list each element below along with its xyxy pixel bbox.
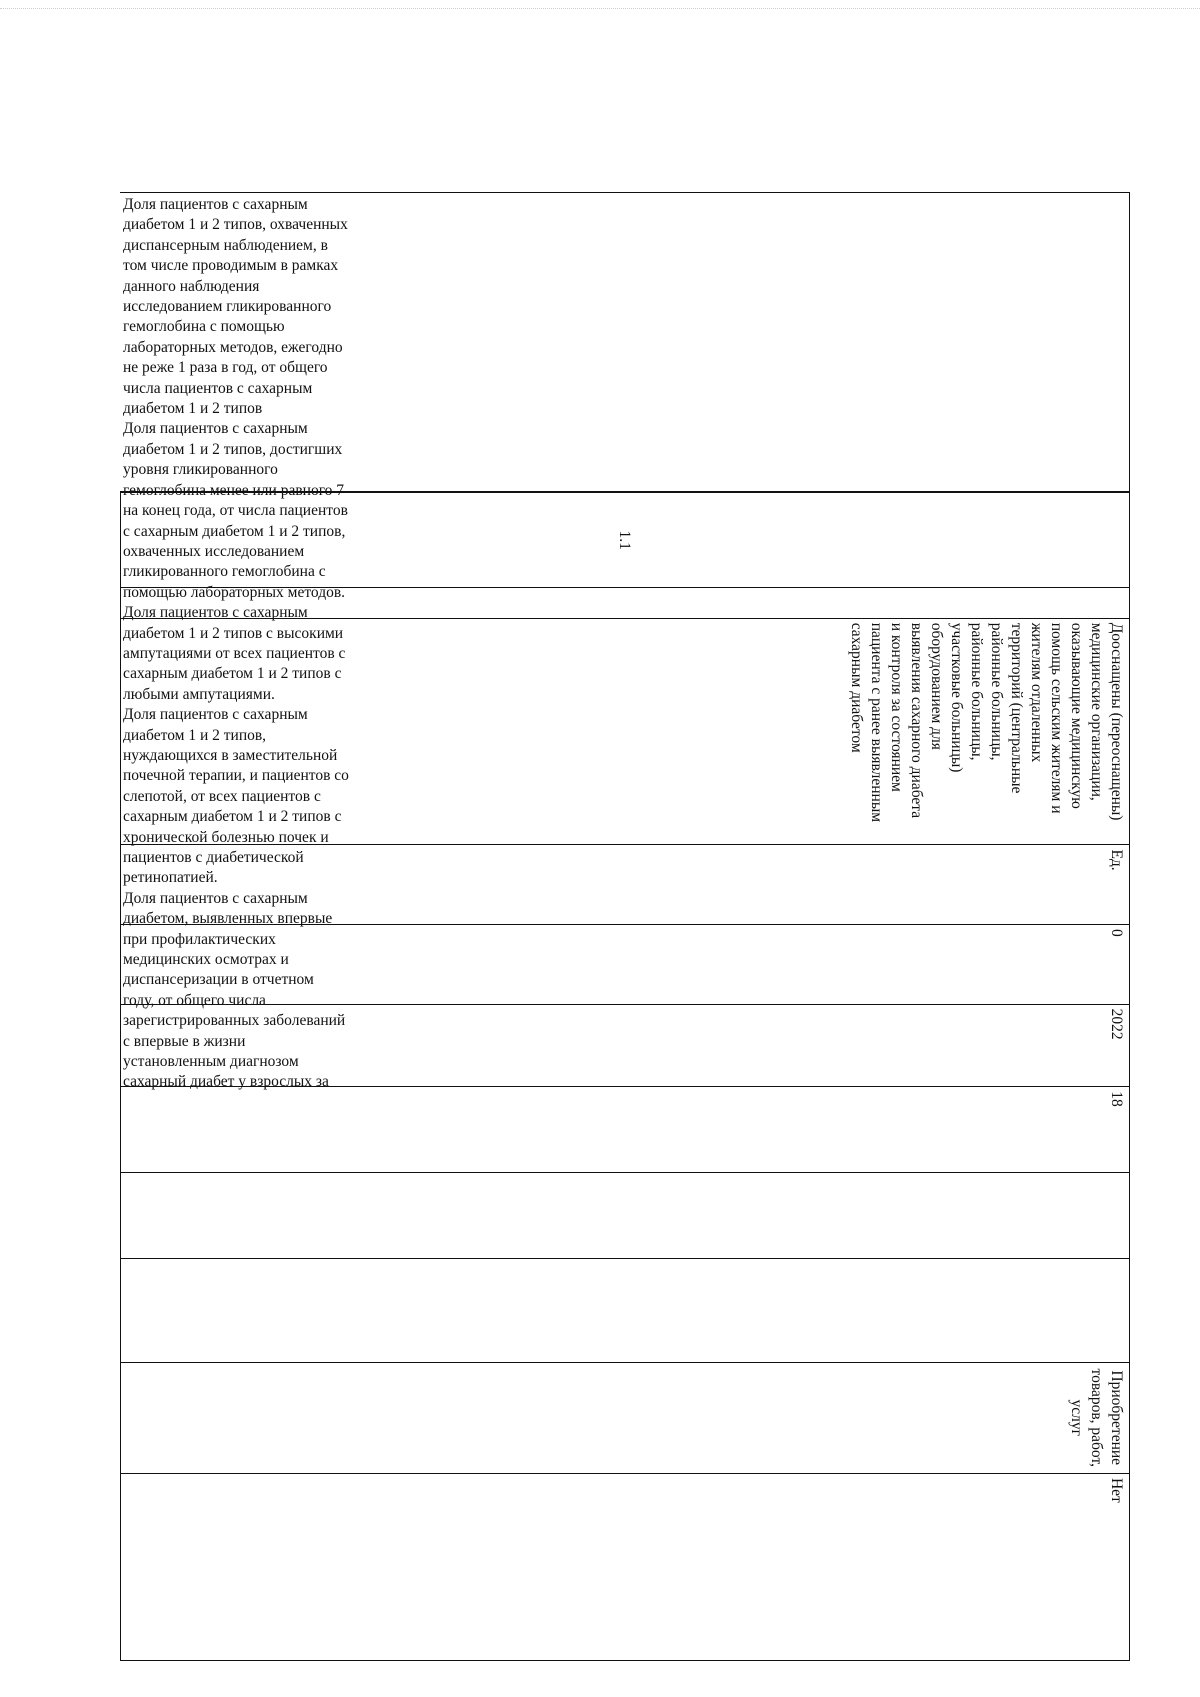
base-value-cell: 0	[121, 925, 1130, 1005]
flag-text: Нет	[1108, 1477, 1125, 1503]
result-cell: Дооснащены (переоснащены) медицинские организации, оказывающие медицинскую помощь сельским жителям и жителям отдаленных территорий (центральные районные больницы, районные больницы, участковые больницы) оборудованием для выявления сахарного диабета и контроля за состоянием пациента с ранее выявленным сахарным диабетом	[121, 618, 1130, 845]
target-value-cell: 18	[121, 1087, 1130, 1173]
year-cell: 2022	[121, 1004, 1130, 1087]
unit-cell: Ед.	[121, 845, 1130, 925]
indicators-text: Доля пациентов с сахарным диабетом 1 и 2 типов, охваченных диспансерным наблюдением, в том числе проводимым в рамках данного наблюдения исследованием гликированного гемоглобина с помощью лабораторных методов, ежегодно не реже 1 раза в год, от общего числа пациентов с сахарным диабетом 1 и 2 типов Доля пациентов с сахарным диабетом 1 и 2 типов, достигших уровня гликированного гемоглобина менее или равного 7 на конец года, от числа пациентов с сахарным диабетом 1 и 2 типов, охваченных исследованием гликированного гемоглобина с помощью лабораторных методов. Доля пациентов с сахарным диабетом 1 и 2 типов с высокими ампутациями от всех пациентов с сахарным диабетом 1 и 2 типов с любыми ампутациями. Доля пациентов с сахарным диабетом 1 и 2 типов, нуждающихся в заместительной почечной терапии, и пациентов со слепотой, от всех пациентов с сахарным диабетом 1 и 2 типов с хронической болезнью почек и пациентов с диабетической ретинопатией. Доля пациентов с сахарным диабетом, выявленных впервые при профилактических медицинских осмотрах и диспансеризации в отчетном году, от общего числа зарегистрированных заболеваний с впервые в жизни установленным диагнозом сахарный диабет у взрослых за	[123, 196, 349, 1091]
empty-cell-2	[121, 1259, 1130, 1362]
empty-cell-1	[121, 1173, 1130, 1259]
row-number-cell: 1.1	[121, 493, 1130, 588]
rotated-table-container	[120, 192, 1130, 1660]
flag-and-indicators-cell	[121, 1473, 1130, 1660]
type-cell: Приобретение товаров, работ, услуг	[121, 1362, 1130, 1473]
page-top-rule	[0, 8, 1200, 9]
